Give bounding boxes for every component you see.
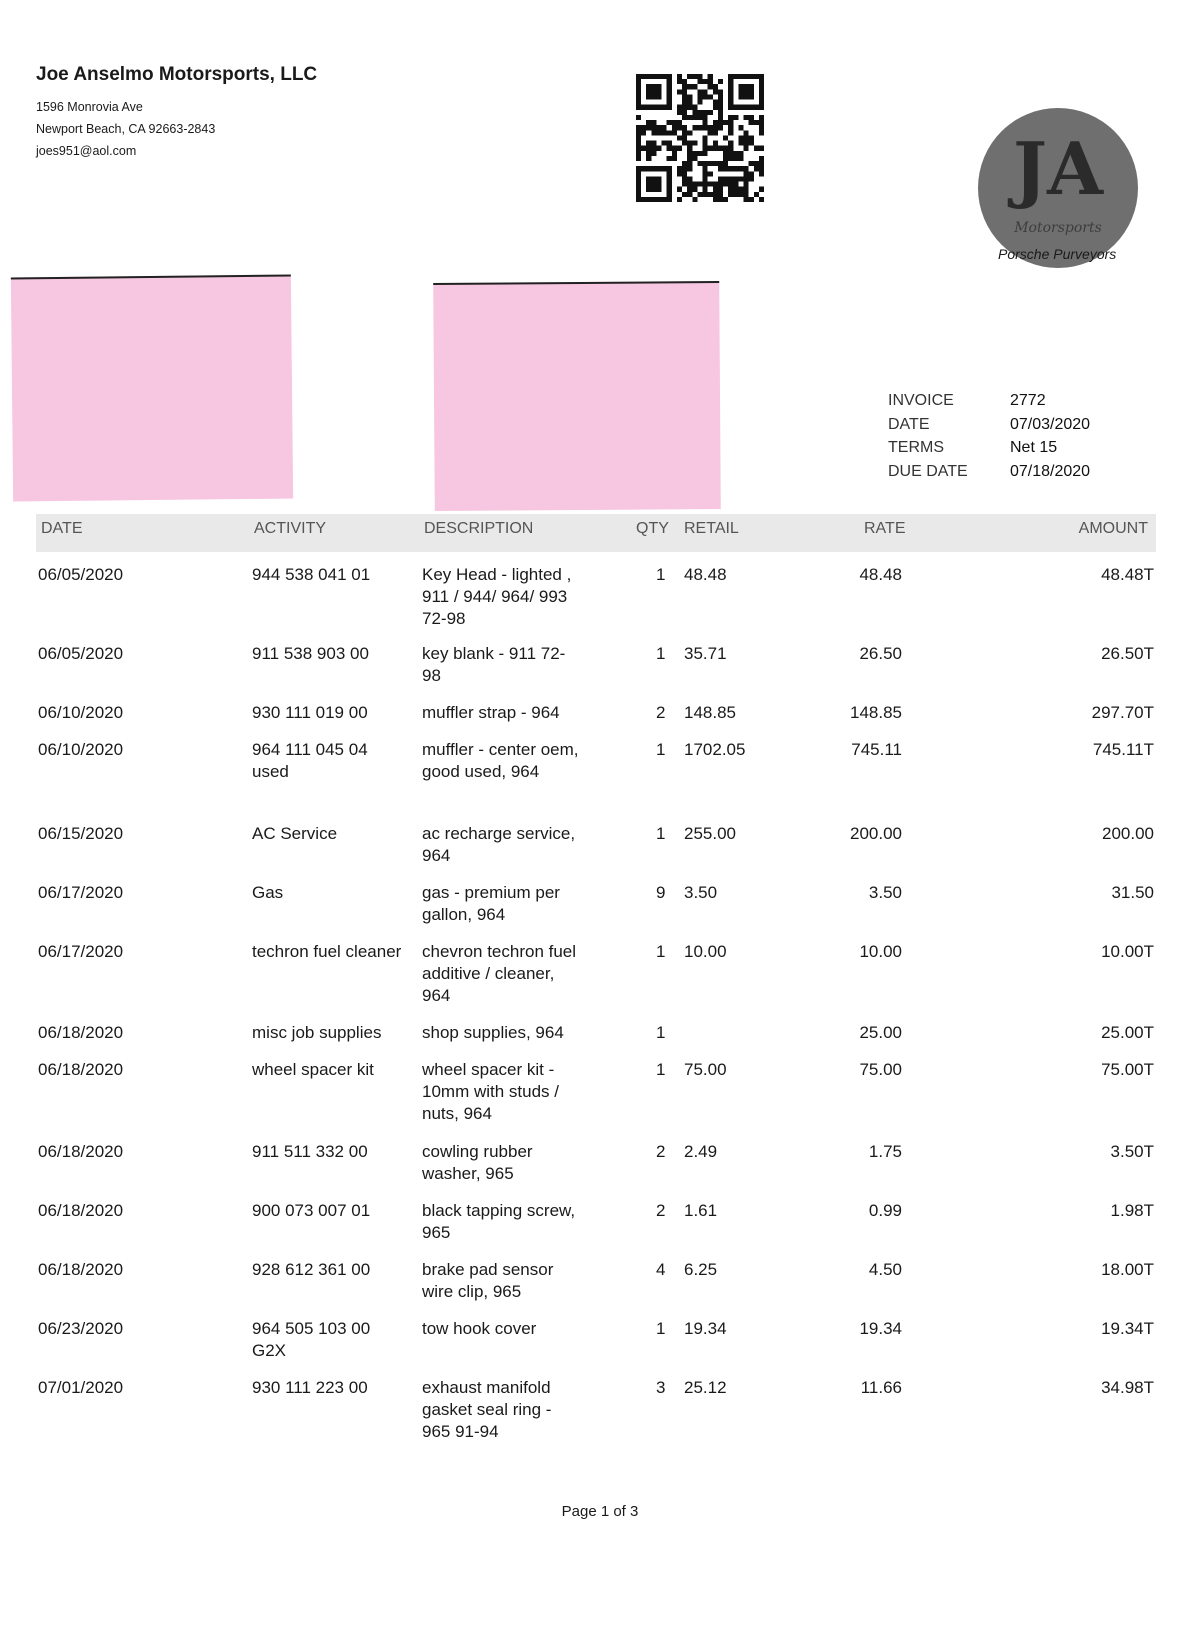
invoice-date-row — [888, 416, 1090, 440]
row-description: muffler strap - 964 — [422, 703, 560, 722]
row-rate: 25.00 — [859, 1023, 902, 1042]
company-name: Joe Anselmo Motorsports, LLC — [36, 64, 318, 85]
row-date: 06/15/2020 — [38, 824, 124, 843]
row-description: black tapping screw, 965 — [422, 1201, 576, 1242]
row-qty: 1 — [656, 1060, 666, 1079]
row-activity: 928 612 361 00 — [252, 1260, 371, 1279]
row-qty: 9 — [656, 883, 666, 902]
row-date: 06/17/2020 — [38, 942, 124, 961]
invoice-due-date-row — [888, 463, 1090, 487]
row-date: 06/10/2020 — [38, 740, 124, 759]
invoice-date: 07/03/2020 — [1010, 415, 1091, 433]
column-header-rate: RATE — [864, 520, 906, 537]
row-description: ac recharge service, 964 — [422, 824, 576, 865]
row-amount: 18.00T — [1101, 1260, 1154, 1279]
row-description: Key Head - lighted , 911 / 944/ 964/ 993 72-98 — [422, 565, 572, 628]
row-amount: 3.50T — [1110, 1142, 1154, 1161]
company-info — [36, 64, 317, 162]
row-retail: 3.50 — [684, 883, 718, 902]
row-retail: 2.49 — [684, 1142, 718, 1161]
row-retail: 1702.05 — [684, 740, 746, 759]
row-activity: wheel spacer kit — [252, 1060, 374, 1079]
meta-label: INVOICE — [888, 392, 954, 409]
row-qty: 1 — [656, 1319, 666, 1338]
row-rate: 745.11 — [851, 740, 902, 759]
row-description: tow hook cover — [422, 1319, 537, 1338]
row-rate: 10.00 — [859, 942, 902, 961]
row-date: 07/01/2020 — [38, 1378, 124, 1397]
row-rate: 19.34 — [859, 1319, 902, 1338]
row-date: 06/18/2020 — [38, 1142, 124, 1161]
row-description: key blank - 911 72-98 — [422, 644, 566, 685]
row-date: 06/18/2020 — [38, 1260, 124, 1279]
row-qty: 1 — [656, 565, 666, 584]
row-retail: 75.00 — [684, 1060, 727, 1079]
row-retail: 255.00 — [684, 824, 736, 843]
column-header-qty: QTY — [636, 520, 669, 537]
row-amount: 10.00T — [1101, 942, 1154, 961]
logo-mark: JA — [1013, 126, 1103, 211]
redaction-note-shipping — [433, 281, 721, 511]
row-qty: 1 — [656, 644, 666, 663]
company-address-line-2: Newport Beach, CA 92663-2843 — [36, 122, 216, 136]
row-retail: 10.00 — [684, 942, 727, 961]
invoice-terms-row — [888, 439, 1090, 463]
invoice-due-date: 07/18/2020 — [1010, 462, 1091, 480]
row-description: exhaust manifold gasket seal ring - 965 91-94 — [422, 1378, 552, 1441]
meta-label: TERMS — [888, 439, 944, 456]
row-qty: 2 — [656, 703, 666, 722]
row-activity: 911 538 903 00 — [252, 644, 369, 663]
row-activity: 930 111 223 00 — [252, 1378, 368, 1397]
row-rate: 148.85 — [850, 703, 902, 722]
row-amount: 31.50 — [1111, 883, 1154, 902]
company-email: joes951@aol.com — [36, 144, 137, 158]
row-amount: 19.34T — [1101, 1319, 1154, 1338]
company-tagline: Porsche Purveyors — [998, 246, 1117, 262]
row-rate: 26.50 — [859, 644, 902, 663]
row-qty: 1 — [656, 824, 666, 843]
redaction-note-billing — [11, 275, 293, 502]
row-amount: 745.11T — [1092, 740, 1154, 759]
row-retail: 148.85 — [684, 703, 736, 722]
row-activity: techron fuel cleaner — [252, 942, 402, 961]
table-header — [36, 514, 1156, 552]
column-header-activity: ACTIVITY — [254, 520, 327, 537]
row-rate: 0.99 — [868, 1201, 902, 1220]
company-logo — [978, 108, 1138, 268]
row-qty: 2 — [656, 1201, 666, 1220]
company-address-line-1: 1596 Monrovia Ave — [36, 100, 143, 114]
row-activity: 930 111 019 00 — [252, 703, 368, 722]
row-activity: 964 505 103 00 G2X — [252, 1319, 371, 1360]
invoice-number: 2772 — [1010, 392, 1046, 409]
row-rate: 75.00 — [859, 1060, 902, 1079]
row-rate: 11.66 — [860, 1378, 902, 1397]
row-rate: 48.48 — [859, 565, 902, 584]
row-amount: 25.00T — [1101, 1023, 1154, 1042]
row-activity: Gas — [252, 883, 284, 902]
row-retail: 1.61 — [684, 1201, 718, 1220]
invoice-terms: Net 15 — [1010, 439, 1058, 456]
row-date: 06/17/2020 — [38, 883, 124, 902]
row-description: brake pad sensor wire clip, 965 — [422, 1260, 554, 1301]
row-amount: 34.98T — [1101, 1378, 1154, 1397]
row-retail: 35.71 — [684, 644, 727, 663]
row-amount: 1.98T — [1110, 1201, 1154, 1220]
row-retail: 25.12 — [684, 1378, 727, 1397]
row-description: chevron techron fuel additive / cleaner, 964 — [422, 942, 577, 1005]
row-rate: 200.00 — [850, 824, 902, 843]
row-description: shop supplies, 964 — [422, 1023, 564, 1042]
qr-code-icon — [636, 74, 764, 202]
column-header-description: DESCRIPTION — [424, 520, 534, 537]
row-amount: 297.70T — [1091, 703, 1154, 722]
column-header-retail: RETAIL — [684, 520, 739, 537]
row-qty: 1 — [656, 740, 666, 759]
meta-label: DATE — [888, 415, 930, 433]
meta-label: DUE DATE — [888, 462, 968, 480]
row-activity: 911 511 332 00 — [252, 1142, 368, 1161]
row-rate: 1.75 — [868, 1142, 902, 1161]
row-retail: 19.34 — [684, 1319, 727, 1338]
row-description: cowling rubber washer, 965 — [422, 1142, 533, 1183]
page-number: Page 1 of 3 — [561, 1503, 639, 1520]
row-qty: 1 — [656, 1023, 666, 1042]
row-rate: 3.50 — [868, 883, 902, 902]
row-qty: 1 — [656, 942, 666, 961]
logo-subtext: Motorsports — [1014, 220, 1102, 236]
row-qty: 4 — [656, 1260, 666, 1279]
row-date: 06/05/2020 — [38, 565, 124, 584]
row-date: 06/18/2020 — [38, 1023, 124, 1042]
row-activity: 900 073 007 01 — [252, 1201, 371, 1220]
row-date: 06/18/2020 — [38, 1201, 124, 1220]
row-activity: AC Service — [252, 824, 338, 843]
column-header-amount: AMOUNT — [1078, 520, 1148, 537]
row-activity: 964 111 045 04 used — [252, 740, 368, 781]
row-amount: 75.00T — [1101, 1060, 1154, 1079]
invoice-number-row — [888, 392, 1090, 416]
row-rate: 4.50 — [868, 1260, 902, 1279]
row-amount: 26.50T — [1101, 644, 1154, 663]
row-qty: 3 — [656, 1378, 666, 1397]
row-activity: 944 538 041 01 — [252, 565, 371, 584]
row-retail: 48.48 — [684, 565, 727, 584]
column-header-date: DATE — [41, 520, 83, 537]
row-date: 06/23/2020 — [38, 1319, 124, 1338]
row-amount: 200.00 — [1102, 824, 1154, 843]
row-activity: misc job supplies — [252, 1023, 382, 1042]
row-date: 06/10/2020 — [38, 703, 124, 722]
row-qty: 2 — [656, 1142, 666, 1161]
row-date: 06/18/2020 — [38, 1060, 124, 1079]
row-description: wheel spacer kit - 10mm with studs / nuts, 964 — [422, 1060, 559, 1123]
row-retail: 6.25 — [684, 1260, 718, 1279]
invoice-meta — [888, 392, 1090, 486]
row-description: gas - premium per gallon, 964 — [422, 883, 560, 924]
row-date: 06/05/2020 — [38, 644, 124, 663]
row-description: muffler - center oem, good used, 964 — [422, 740, 579, 781]
row-amount: 48.48T — [1101, 565, 1154, 584]
